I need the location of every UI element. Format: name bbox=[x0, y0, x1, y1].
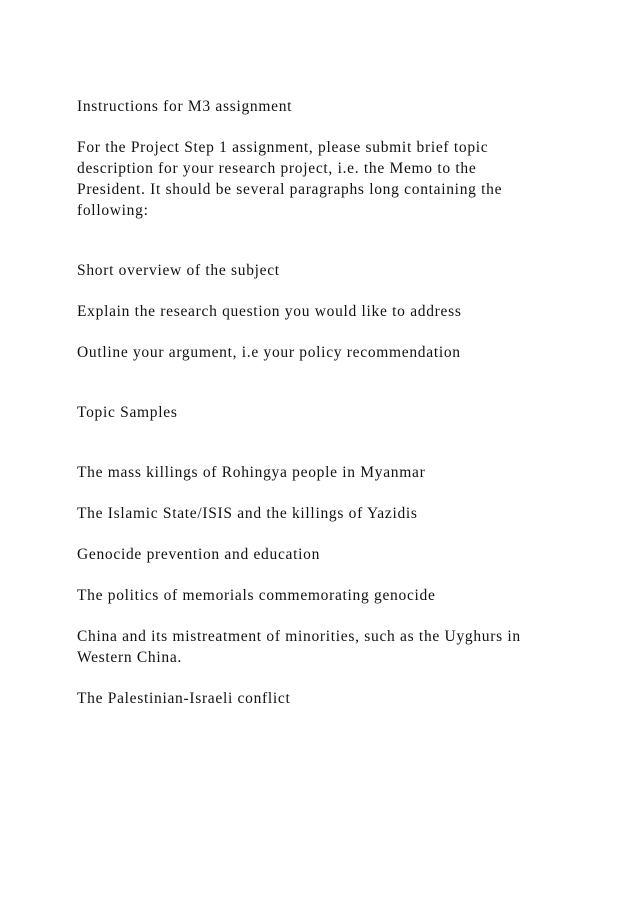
requirement-item: Outline your argument, i.e your policy recommendation bbox=[77, 344, 461, 361]
requirement-item: Explain the research question you would like to address bbox=[77, 303, 462, 320]
sample-item: The politics of memorials commemorating genocide bbox=[77, 587, 436, 604]
sample-item-china-line-2: Western China. bbox=[77, 649, 182, 666]
intro-line-2: description for your research project, i.e. the Memo to the bbox=[77, 160, 477, 177]
sample-item: The Palestinian-Israeli conflict bbox=[77, 690, 291, 707]
document-title: Instructions for M3 assignment bbox=[77, 98, 293, 115]
requirement-item: Short overview of the subject bbox=[77, 262, 280, 279]
sample-item: Genocide prevention and education bbox=[77, 546, 321, 563]
sample-item: The Islamic State/ISIS and the killings of Yazidis bbox=[77, 505, 418, 522]
sample-item: The mass killings of Rohingya people in Myanmar bbox=[77, 464, 426, 481]
sample-item-china-line-1: China and its mistreatment of minorities, such as the Uyghurs in bbox=[77, 628, 521, 645]
intro-line-1: For the Project Step 1 assignment, please submit brief topic bbox=[77, 139, 489, 156]
intro-line-4: following: bbox=[77, 202, 149, 219]
samples-heading: Topic Samples bbox=[77, 404, 178, 421]
intro-line-3: President. It should be several paragraphs long containing the bbox=[77, 181, 503, 198]
